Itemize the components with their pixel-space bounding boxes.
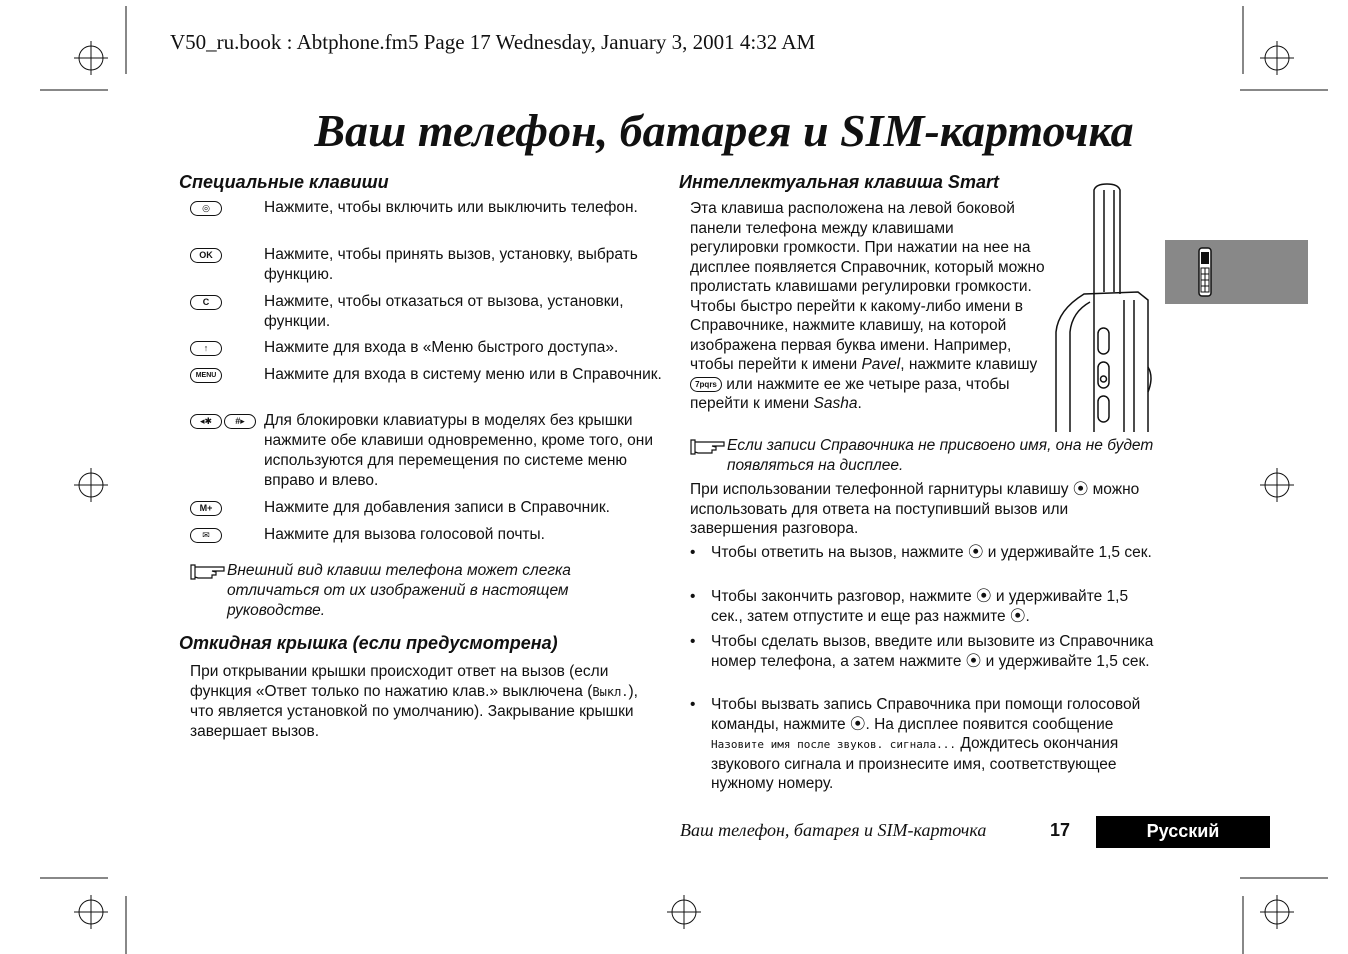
c-key-icon: C bbox=[190, 294, 222, 312]
power-key-icon: ◎ bbox=[190, 200, 222, 218]
headset-text-a: При использовании телефонной гарнитуры клавишу bbox=[690, 481, 1073, 498]
voice-prompt-message: Назовите имя после звуков. сигнала... bbox=[711, 738, 957, 751]
keys-note-text: Внешний вид клавиш телефона может слегка отличаться от их изображений в настоящем руководстве. bbox=[227, 562, 571, 619]
flip-text-a: При открывании крышки происходит ответ на вызов (если функция «Ответ только по нажатию клав.» выключена ( bbox=[190, 663, 609, 700]
bullet-text: Чтобы ответить на вызов, нажмите bbox=[711, 544, 968, 561]
phone-tab-icon bbox=[1197, 246, 1213, 298]
section-tab bbox=[1165, 240, 1308, 304]
page-number: 17 bbox=[1050, 820, 1071, 840]
smart-key-icon: ⦿ bbox=[967, 544, 984, 561]
pointing-hand-icon bbox=[190, 561, 226, 581]
smart-text-c: или нажмите ее же четыре раза, чтобы перейти к имени bbox=[690, 375, 1010, 412]
smart-key-icon: ⦿ bbox=[1009, 607, 1026, 625]
flip-default-value: Выкл. bbox=[592, 684, 629, 699]
bullet-dot: • bbox=[690, 544, 696, 561]
smart-key-icon: ⦿ bbox=[1072, 481, 1089, 498]
m-plus-key-icon: M+ bbox=[190, 500, 222, 518]
name-pavel: Pavel bbox=[861, 356, 901, 373]
bullet-text: и удерживайте 1,5 сек. bbox=[981, 652, 1150, 670]
headset-paragraph bbox=[690, 480, 1150, 539]
voicemail-key-icon: ✉ bbox=[190, 527, 222, 545]
bullet-dot: • bbox=[690, 633, 696, 650]
phone-side-illustration bbox=[1048, 182, 1158, 434]
ok-key-icon: OK bbox=[190, 247, 222, 265]
bullet-text: Чтобы вызвать запись Справочника при помощи голосовой команды, нажмите bbox=[711, 696, 1141, 733]
seven-key-icon: 7pqrs bbox=[690, 377, 722, 392]
special-key-description: Нажмите для добавления записи в Справочник. bbox=[264, 499, 610, 516]
smart-text-d: . bbox=[857, 395, 862, 412]
special-key-description: Нажмите для входа в «Меню быстрого доступа». bbox=[264, 339, 619, 356]
pointing-hand-icon bbox=[690, 436, 726, 456]
smart-text-a: Эта клавиша расположена на левой боковой панели телефона между клавишами регулировки громкости. При нажатии на нее на дисплее появляется Справочник, который можно пролистать клавишами регулировки громкости. Чтобы быстро перейти к какому-либо имени в Справочнике, нажмите клавишу, на которой изображена первая буква имени. Например, чтобы перейти к имени bbox=[690, 200, 1045, 373]
flip-heading: Откидная крышка (если предусмотрена) bbox=[179, 633, 558, 653]
star-hash-keys-icon: ◂✱ #▸ bbox=[190, 413, 258, 431]
name-sasha: Sasha bbox=[813, 395, 858, 412]
bullet-text: . На дисплее появится сообщение bbox=[865, 715, 1114, 733]
menu-key-icon: MENU bbox=[190, 367, 222, 385]
smart-key-icon: ⦿ bbox=[976, 588, 992, 605]
bullet-text: и удерживайте 1,5 сек., затем отпустите и еще раз нажмите bbox=[711, 588, 1129, 625]
special-key-description: Нажмите для вызова голосовой почты. bbox=[264, 526, 545, 543]
bullet-text: Чтобы закончить разговор, нажмите bbox=[711, 588, 977, 605]
bullet-text: Дождитесь окончания звукового сигнала и произнесите имя, соответствующее нужному номеру. bbox=[711, 735, 1119, 792]
smart-text-b: , нажмите клавишу bbox=[900, 356, 1038, 373]
footer-chapter-title: Ваш телефон, батарея и SIM-карточка bbox=[680, 820, 987, 840]
bullet-dot: • bbox=[690, 696, 696, 713]
smart-key-icon: ⦿ bbox=[849, 715, 866, 733]
special-key-description: Нажмите, чтобы включить или выключить телефон. bbox=[264, 199, 638, 216]
special-key-description: Нажмите, чтобы принять вызов, установку, выбрать функцию. bbox=[264, 246, 638, 283]
up-arrow-key-icon: ↑ bbox=[190, 340, 222, 358]
smart-key-icon: ⦿ bbox=[965, 652, 982, 670]
language-label: Русский bbox=[1096, 816, 1270, 848]
flip-text bbox=[190, 662, 660, 741]
bullet-text: . bbox=[1025, 607, 1030, 625]
special-key-description: Нажмите, чтобы отказаться от вызова, установки, функции. bbox=[264, 293, 624, 330]
special-key-description: Нажмите для входа в систему меню или в Справочник. bbox=[264, 366, 662, 383]
smart-key-heading: Интеллектуальная клавиша Smart bbox=[679, 172, 999, 192]
print-header: V50_ru.book : Abtphone.fm5 Page 17 Wednesday, January 3, 2001 4:32 AM bbox=[170, 30, 816, 54]
page-title: Ваш телефон, батарея и SIM-карточка bbox=[314, 105, 1134, 156]
bullet-text: и удерживайте 1,5 сек. bbox=[983, 544, 1152, 561]
bullet-dot: • bbox=[690, 588, 696, 605]
special-key-description: Для блокировки клавиатуры в моделях без крышки нажмите обе клавиши одновременно, кроме того, они используются для перемещения по системе меню вправо и влево. bbox=[264, 412, 654, 489]
smart-note-text: Если записи Справочника не присвоено имя, она не будет появляться на дисплее. bbox=[727, 437, 1154, 474]
headset-text-b: можно использовать для ответа на поступивший вызов или завершения разговора. bbox=[690, 481, 1140, 537]
bullet-text: Чтобы сделать вызов, введите или вызовите из Справочника номер телефона, а затем нажмите bbox=[711, 633, 1154, 670]
special-keys-heading: Специальные клавиши bbox=[179, 172, 389, 192]
flip-text-b: ), что является установкой по умолчанию). Закрывание крышки завершает вызов. bbox=[190, 682, 638, 740]
smart-key-paragraph bbox=[690, 199, 1045, 414]
